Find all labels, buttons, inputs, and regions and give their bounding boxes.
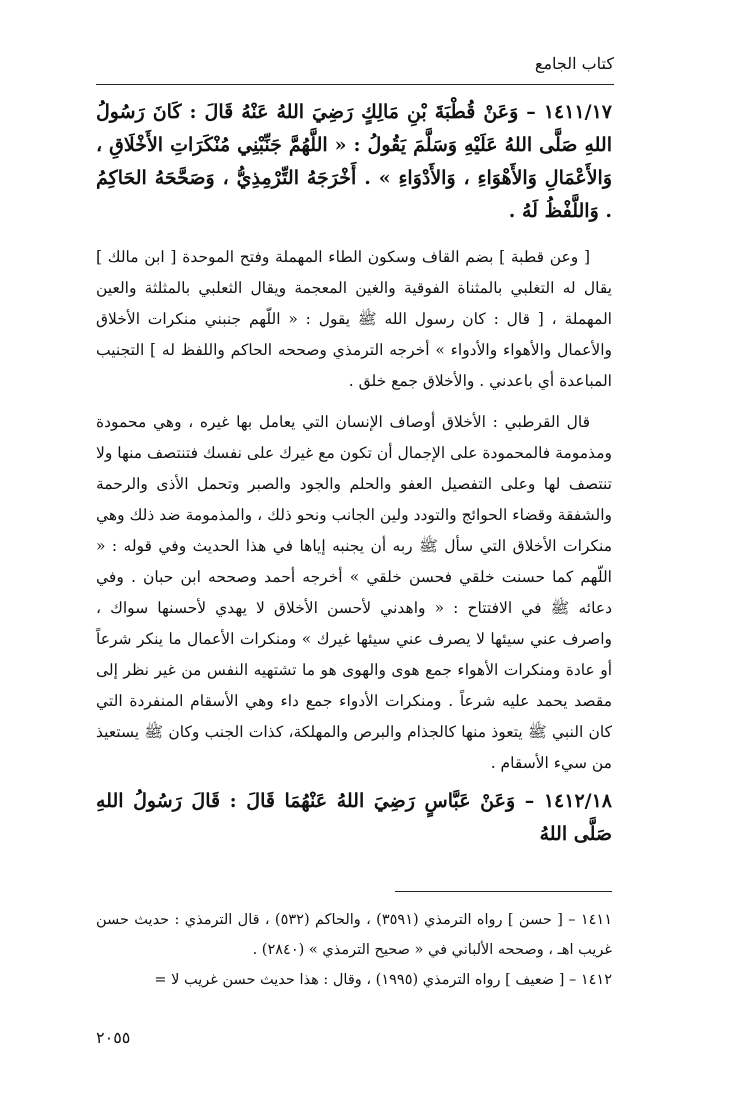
footnote-separator	[395, 891, 612, 892]
hadith-number: ١٤١٢/١٨	[543, 790, 613, 812]
hadith-text: – وَعَنْ عَبَّاسٍ رَضِيَ اللهُ عَنْهُمَا قَالَ : قَالَ رَسُولُ اللهِ صَلَّى اللهُ	[96, 790, 612, 845]
hadith-1411	[96, 96, 612, 228]
footnote: ١٤١١ – [ حسن ] رواه الترمذي (٣٥٩١) ، والحاكم (٥٣٢) ، قال الترمذي : حديث حسن غريب اهـ ، وصححه الألباني في « صحيح الترمذي » (٢٨٤٠) .	[96, 912, 612, 958]
main-text	[96, 96, 612, 851]
running-header	[96, 50, 614, 85]
hadith-text: – وَعَنْ قُطْبَةَ بْنِ مَالِكٍ رَضِيَ اللهُ عَنْهُ قَالَ : كَانَ رَسُولُ اللهِ صَلَّى اللهُ عَلَيْهِ وَسَلَّمَ يَقُولُ : « اللَّهُمَّ جَنِّبْنِي مُنْكَرَاتِ الأَخْلَاقِ ، وَالأَعْمَالِ وَالأَهْوَاءِ ، وَالأَدْوَاءِ » . أَخْرَجَهُ التِّرْمِذِيُّ ، وَصَحَّحَهُ الحَاكِمُ . وَاللَّفْظُ لَهُ .	[96, 101, 612, 222]
hadith-number: ١٤١١/١٧	[543, 101, 612, 123]
commentary-paragraph: [ وعن قطبة ] بضم القاف وسكون الطاء المهملة وفتح الموحدة [ ابن مالك ] يقال له التغلبي بالمثناة الفوقية والغين المعجمة ويقال الثعلبي بالمثلثة والعين المهملة ، [ قال : كان رسول الله ﷺ يقول : « اللّهم جنبني منكرات الأخلاق والأعمال والأهواء والأدواء » أخرجه الترمذي وصححه الحاكم واللفظ له ] التجنيب المباعدة أي باعدني . والأخلاق جمع خلق .	[96, 248, 612, 390]
page-number: ٢٠٥٥	[96, 1028, 131, 1047]
footnote: ١٤١٢ – [ ضعيف ] رواه الترمذي (١٩٩٥) ، وقال : هذا حديث حسن غريب لا =	[154, 972, 612, 988]
commentary-paragraph: قال القرطبي : الأخلاق أوصاف الإنسان التي يعامل بها غيره ، وهي محمودة ومذمومة فالمحمودة على الإجمال أن تكون مع غيرك على نفسك فتنتصف منها ولا تنتصف لها وعلى التفصيل العفو والحلم والجود والصبر وتحمل الأذى والرحمة والشفقة وقضاء الحوائج والتودد ولين الجانب ونحو ذلك ، والمذمومة ضد ذلك وهي منكرات الأخلاق التي سأل ﷺ ربه أن يجنبه إياها في هذا الحديث وفي قوله : « اللّهم كما حسنت خلقي فحسن خلقي » أخرجه أحمد وصححه ابن حبان . وفي دعائه ﷺ في الافتتاح : « واهدني لأحسن الأخلاق لا يهدي لأحسنها سواك ، واصرف عني سيئها لا يصرف عني سيئها غيرك » ومنكرات الأعمال ما ينكر شرعاً أو عادة ومنكرات الأهواء جمع هوى والهوى هو ما تشتهيه النفس من غير نظر إلى مقصد يحمد عليه شرعاً . ومنكرات الأدواء جمع داء وهي الأسقام المنفردة التي كان النبي ﷺ يتعوذ منها كالجذام والبرص والمهلكة، كذات الجنب وكان ﷺ يستعيذ من سيء الأسقام .	[96, 413, 612, 772]
hadith-1412	[96, 785, 612, 851]
book-title: كتاب الجامع	[534, 54, 614, 73]
footnotes	[96, 905, 612, 995]
